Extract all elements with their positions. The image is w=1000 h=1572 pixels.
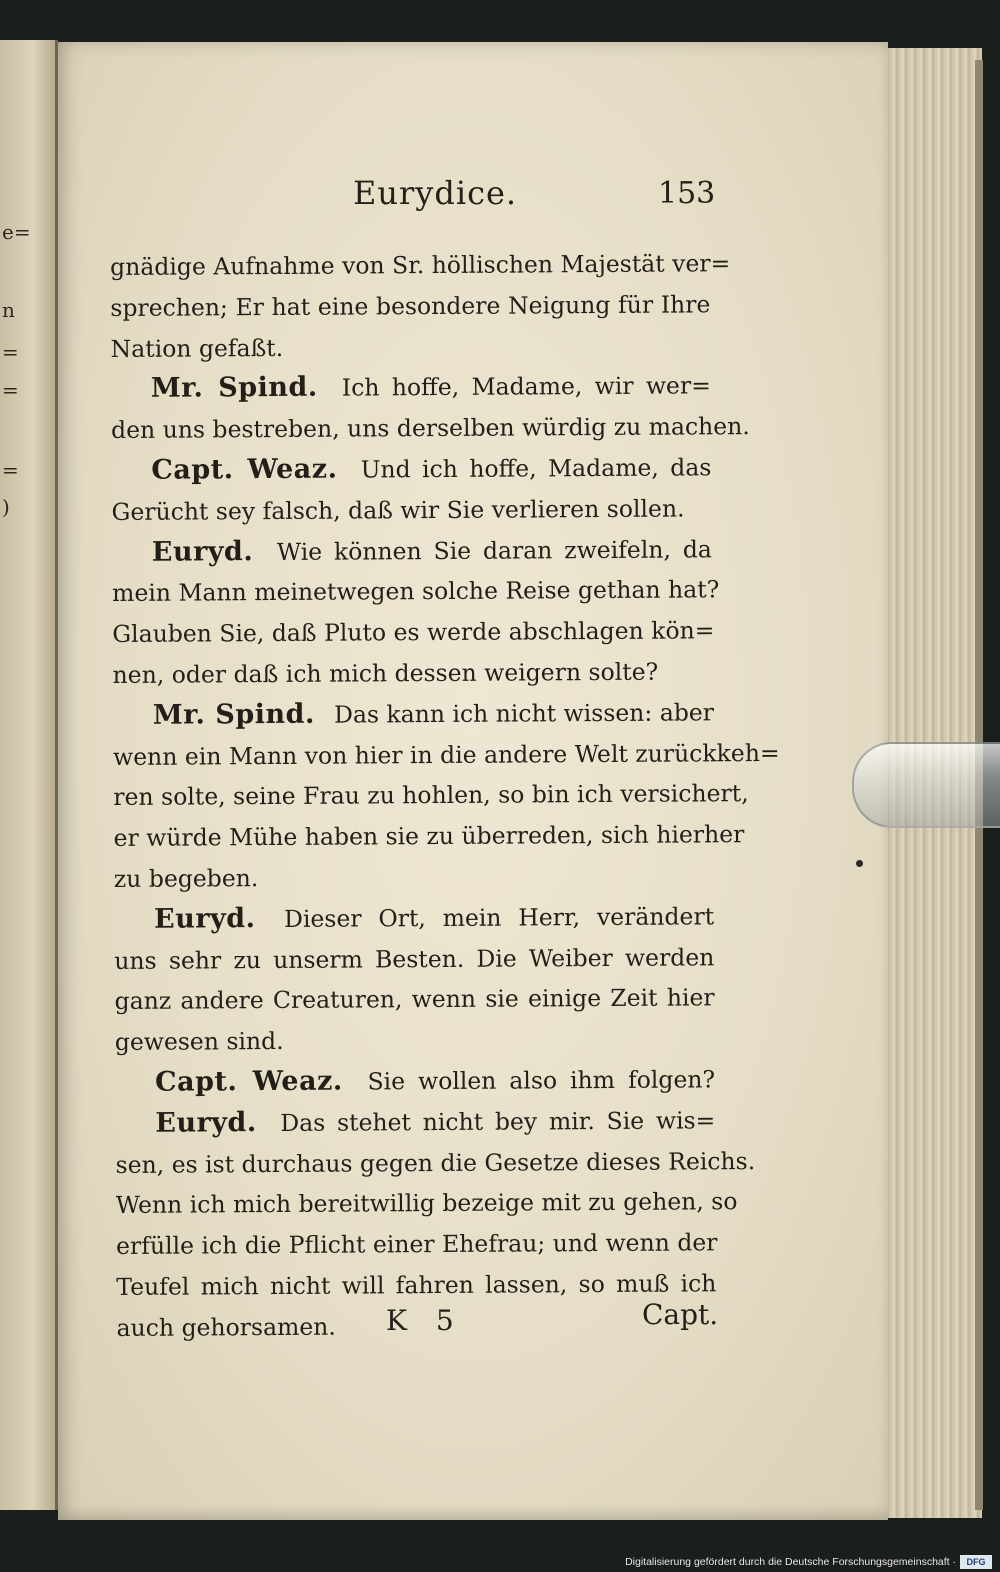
glass-page-holder bbox=[852, 742, 1000, 828]
text-line bbox=[112, 651, 712, 695]
text-line bbox=[113, 692, 713, 736]
speaker-name: Mr. Spind. bbox=[150, 372, 318, 405]
line-text: zu begeben. bbox=[113, 864, 259, 893]
line-text: den uns bestreben, uns derselben würdig zu machen. bbox=[111, 412, 750, 445]
text-line bbox=[111, 366, 711, 410]
line-text: Wie können Sie daran zweifeln, da bbox=[276, 534, 712, 566]
text-line bbox=[115, 1018, 715, 1062]
text-line bbox=[115, 1141, 756, 1185]
speaker-name: Euryd. bbox=[151, 535, 254, 568]
running-title: Eurydice. bbox=[353, 174, 518, 212]
text-line bbox=[110, 284, 710, 328]
page-number: 153 bbox=[658, 176, 716, 211]
text-line bbox=[113, 774, 749, 818]
page-footer bbox=[58, 1298, 888, 1344]
text-line bbox=[112, 610, 715, 654]
text-line bbox=[115, 1059, 715, 1103]
line-text: Gerücht sey falsch, daß wir Sie verlieren sollen. bbox=[111, 494, 685, 526]
text-line bbox=[115, 1100, 715, 1144]
text-line bbox=[112, 570, 720, 614]
page-text bbox=[110, 243, 780, 1348]
text-line bbox=[111, 447, 711, 491]
line-text: ganz andere Creaturen, wenn sie einige Zeit hier bbox=[114, 983, 715, 1016]
line-text: Sie wollen also ihm folgen? bbox=[367, 1065, 716, 1096]
text-line bbox=[114, 978, 714, 1022]
speaker-name: Mr. Spind. bbox=[152, 698, 315, 731]
line-text: Wenn ich mich bereitwillig bezeige mit zu gehen, so bbox=[115, 1187, 738, 1220]
dfg-logo: DFG bbox=[960, 1555, 992, 1569]
book-page bbox=[58, 42, 888, 1520]
speaker-name: Euryd. bbox=[155, 1106, 257, 1139]
text-line bbox=[114, 937, 714, 981]
text-line bbox=[112, 529, 712, 573]
text-line bbox=[110, 243, 731, 287]
catchword: Capt. bbox=[642, 1298, 719, 1331]
line-text: ren solte, seine Frau zu hohlen, so bin ich versichert, bbox=[113, 779, 749, 812]
line-text: Dieser Ort, mein Herr, verändert bbox=[284, 902, 715, 933]
text-line bbox=[115, 1182, 738, 1226]
text-line bbox=[111, 488, 711, 532]
text-line bbox=[111, 407, 750, 451]
ink-spot bbox=[856, 860, 863, 867]
facing-page-mark: n bbox=[2, 298, 15, 322]
facing-page-mark: ) bbox=[2, 495, 10, 519]
speaker-name: Capt. Weaz. bbox=[155, 1065, 343, 1098]
signature-mark: K 5 bbox=[386, 1304, 464, 1337]
facing-page-mark: = bbox=[2, 340, 19, 364]
line-text: Und ich hoffe, Madame, das bbox=[360, 453, 712, 484]
line-text: Nation gefaßt. bbox=[110, 333, 284, 363]
line-text: nen, oder daß ich mich dessen weigern solte? bbox=[112, 657, 659, 689]
line-text: auch gehorsamen. bbox=[116, 1312, 336, 1342]
text-line bbox=[113, 814, 745, 858]
text-line bbox=[113, 733, 780, 777]
text-line bbox=[114, 896, 714, 940]
digitization-credit: Digitalisierung gefördert durch die Deutsche Forschungsgemeinschaft · bbox=[625, 1556, 956, 1568]
text-line bbox=[116, 1263, 716, 1307]
speaker-name: Capt. Weaz. bbox=[151, 453, 338, 486]
line-text: gewesen sind. bbox=[114, 1027, 284, 1057]
line-text: Glauben Sie, daß Pluto es werde abschlagen kön= bbox=[112, 616, 715, 649]
facing-page-mark: = bbox=[2, 378, 19, 402]
line-text: Teufel mich nicht will fahren lassen, so muß ich bbox=[116, 1269, 717, 1301]
line-text: sen, es ist durchaus gegen die Gesetze dieses Reichs. bbox=[115, 1146, 756, 1179]
facing-page-edge bbox=[0, 40, 58, 1510]
line-text: sprechen; Er hat eine besondere Neigung für Ihre bbox=[110, 290, 711, 322]
line-text: Ich hoffe, Madame, wir wer= bbox=[341, 371, 711, 402]
line-text: uns sehr zu unserm Besten. Die Weiber werden bbox=[114, 942, 715, 975]
text-line bbox=[110, 325, 710, 369]
line-text: Das kann ich nicht wissen: aber bbox=[333, 698, 715, 729]
speaker-name: Euryd. bbox=[154, 902, 256, 935]
text-line bbox=[116, 1222, 716, 1266]
line-text: erfülle ich die Pflicht einer Ehefrau; und wenn der bbox=[116, 1228, 718, 1261]
facing-page-mark: e= bbox=[2, 220, 31, 244]
text-line bbox=[114, 855, 714, 899]
line-text: wenn ein Mann von hier in die andere Welt zurückkeh= bbox=[113, 738, 780, 771]
line-text: mein Mann meinetwegen solche Reise gethan hat? bbox=[112, 575, 720, 608]
facing-page-mark: = bbox=[2, 458, 19, 482]
line-text: gnädige Aufnahme von Sr. höllischen Majestät ver= bbox=[110, 249, 731, 281]
line-text: Das stehet nicht bey mir. Sie wis= bbox=[280, 1106, 716, 1137]
page-header bbox=[58, 174, 888, 214]
line-text: er würde Mühe haben sie zu überreden, sich hierher bbox=[113, 820, 745, 853]
